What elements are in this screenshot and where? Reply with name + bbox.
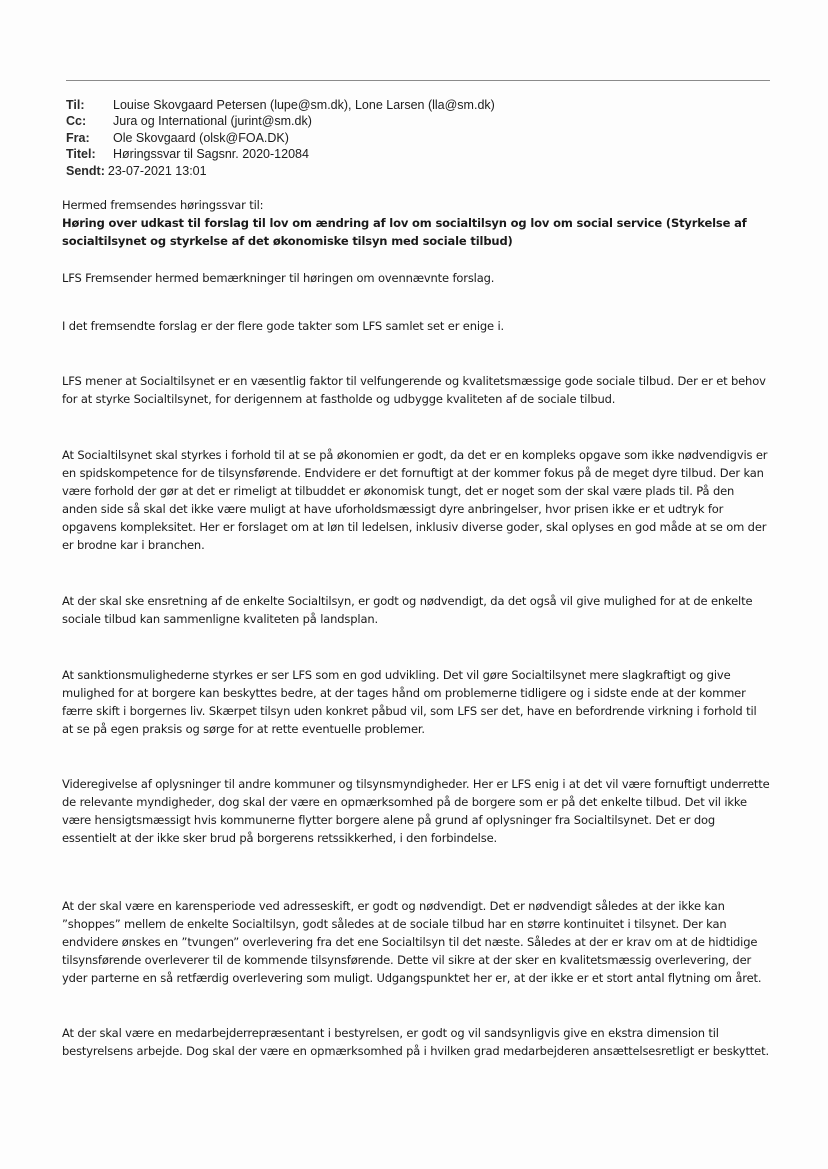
title-row (66, 146, 495, 162)
from-label: Fra: (66, 130, 90, 145)
paragraph-sanctions: At sanktionsmulighederne styrkes er ser LFS som en god udvikling. Det vil gøre Socialtilsynet mere slagkraftigt og give mulighed for at borgere kan beskyttes bedre, at der tages hånd om problemerne tidligere og i sidste ende at der kommer færre skift i borgernes liv. Skærpet tilsyn uden konkret påbud vil, som LFS ser det, have en befordrende virkning i forhold til at se på egen praksis og sørge for at rette eventuelle problemer. (62, 668, 757, 736)
to-value: Louise Skovgaard Petersen (lupe@sm.dk), Lone Larsen (lla@sm.dk) (113, 98, 495, 112)
paragraph-economy: At Socialtilsynet skal styrkes i forhold til at se på økonomien er godt, da det er en kompleks opgave som ikke nødvendigvis er en spidskompetence for de tilsynsførende. Endvidere er det fornuftigt at der kommer fokus på de meget dyre tilbud. Der kan være forhold der gør at det er rimeligt at tilbuddet er økonomisk tungt, det er noget som der skal være plads til. På den anden side så skal det ikke være muligt at have uforholdsmæssigt dyre anbringelser, hvor prisen ikke er et udtryk for opgavens kompleksitet. Her er forslaget om at løn til ledelsen, inklusiv diverse goder, skal oplyses en god måde at se om der er brodne kar i branchen. (62, 448, 768, 552)
paragraph-waiting-period: At der skal være en karensperiode ved adresseskift, er godt og nødvendigt. Det er nødvendigt således at der ikke kan ”shoppes” mellem de enkelte Socialtilsyn, godt således at de sociale tilbud har en større kontinuitet i tilsynet. Der kan endvidere ønskes en ”tvungen” overlevering fra det ene Socialtilsyn til det næste. Således at der er krav om at de hidtidige tilsynsførende overleverer til de kommende tilsynsførende. Dette vil sikre at der sker en kvalitetsmæssig overlevering, der yder parterne en så retfærdig overlevering som muligt. Udgangspunktet her er, at der ikke er et stort antal flytning om året. (62, 899, 762, 985)
title-value: Høringssvar til Sagsnr. 2020-12084 (113, 147, 309, 162)
hearing-subject: Høring over udkast til forslag til lov om ændring af lov om socialtilsyn og lov om social service (Styrkelse af socialtilsynet og styrkelse af det økonomiske tilsyn med sociale tilbud) (62, 216, 747, 248)
from-value: Ole Skovgaard (olsk@FOA.DK) (113, 130, 289, 145)
sent-label: Sendt: (66, 163, 105, 178)
email-header (66, 97, 495, 179)
sent-row (66, 163, 495, 179)
paragraph-good-points: I det fremsendte forslag er der flere gode takter som LFS samlet set er enige i. (62, 319, 505, 333)
to-label: Til: (66, 98, 85, 112)
sent-value: 23-07-2021 13:01 (107, 163, 207, 178)
intro-line: Hermed fremsendes høringssvar til: (62, 198, 264, 212)
from-row (66, 130, 495, 146)
paragraph-strengthen-socialtilsyn: LFS mener at Socialtilsynet er en væsentlig faktor til velfungerende og kvalitetsmæssige gode sociale tilbud. Der er et behov for at styrke Socialtilsynet, for derigennem at fastholde og udbygge kvaliteten af de sociale tilbud. (62, 374, 766, 406)
header-divider (66, 80, 770, 81)
to-row (66, 97, 495, 113)
paragraph-standardisation: At der skal ske ensretning af de enkelte Socialtilsyn, er godt og nødvendigt, da det også vil give mulighed for at de enkelte sociale tilbud kan sammenligne kvaliteten på landsplan. (62, 594, 753, 626)
cc-label: Cc: (66, 114, 87, 129)
paragraph-remarks: LFS Fremsender hermed bemærkninger til høringen om ovennævnte forslag. (62, 271, 495, 285)
cc-row (66, 113, 495, 129)
paragraph-employee-representative: At der skal være en medarbejderrepræsentant i bestyrelsen, er godt og vil sandsynligvis give en ekstra dimension til bestyrelsens arbejde. Dog skal der være en opmærksomhed på i hvilken grad medarbejderen ansættelsesretligt er beskyttet. (62, 1026, 769, 1058)
letter-body (62, 196, 770, 1060)
paragraph-information-sharing: Videregivelse af oplysninger til andre kommuner og tilsynsmyndigheder. Her er LFS enig i at det vil være fornuftigt underrette de relevante myndigheder, dog skal der være en opmærksomhed på de borgere som er på det enkelte tilbud. Det vil ikke være hensigtsmæssigt hvis kommunerne flytter borgere alene på grund af oplysninger fra Socialtilsynet. Det er dog essentielt at der ikke sker brud på borgerens retssikkerhed, i den forbindelse. (62, 777, 770, 845)
cc-value: Jura og International (jurint@sm.dk) (113, 114, 312, 129)
title-label: Titel: (66, 147, 96, 162)
